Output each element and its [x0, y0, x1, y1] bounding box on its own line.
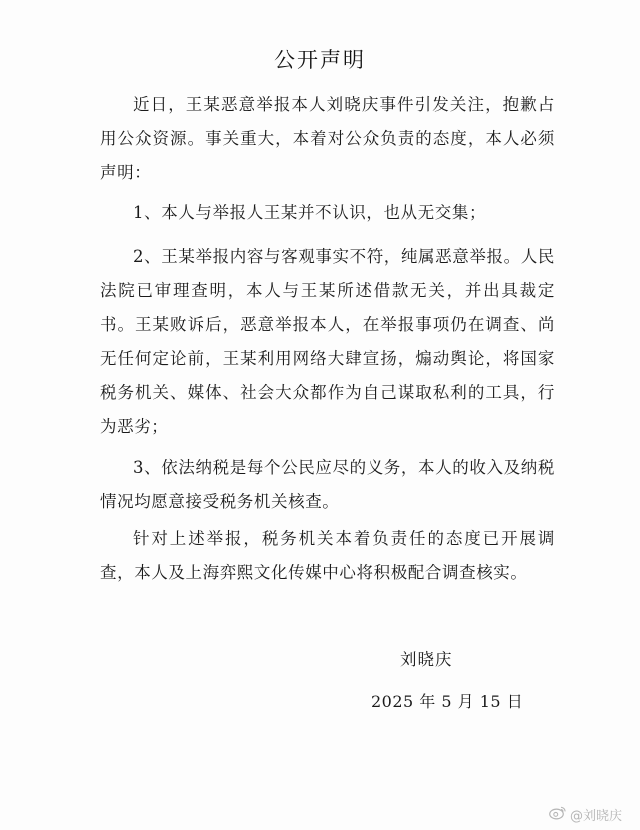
intro-paragraph: 近日，王某恶意举报本人刘晓庆事件引发关注，抱歉占用公众资源。事关重大，本着对公众负责的态度，本人必须声明： — [100, 95, 555, 182]
watermark-text: @刘晓庆 — [569, 809, 622, 824]
document-title: 公开声明 — [274, 48, 366, 72]
statement-item-2: 2、王某举报内容与客观事实不符，纯属恶意举报。人民法院已审理查明，本人与王某所述借款无关，并出具裁定书。王某败诉后，恶意举报本人，在举报事项仍在调查、尚无任何定论前，王某利用网络大肆宣扬，煽动舆论，将国家税务机关、媒体、社会大众都作为自己谋取私利的工具，行为恶劣； — [100, 247, 555, 436]
closing-paragraph: 针对上述举报，税务机关本着负责任的态度已开展调查，本人及上海弈熙文化传媒中心将积极配合调查核实。 — [100, 529, 555, 582]
signature-name: 刘晓庆 — [400, 650, 453, 669]
weibo-icon — [549, 805, 567, 824]
statement-item-1: 1、本人与举报人王某并不认识，也从无交集； — [133, 203, 487, 222]
statement-item-3: 3、依法纳税是每个公民应尽的义务，本人的收入及纳税情况均愿意接受税务机关核查。 — [100, 458, 555, 511]
signature-date: 2025 年 5 月 15 日 — [371, 692, 524, 711]
weibo-watermark — [549, 805, 622, 824]
